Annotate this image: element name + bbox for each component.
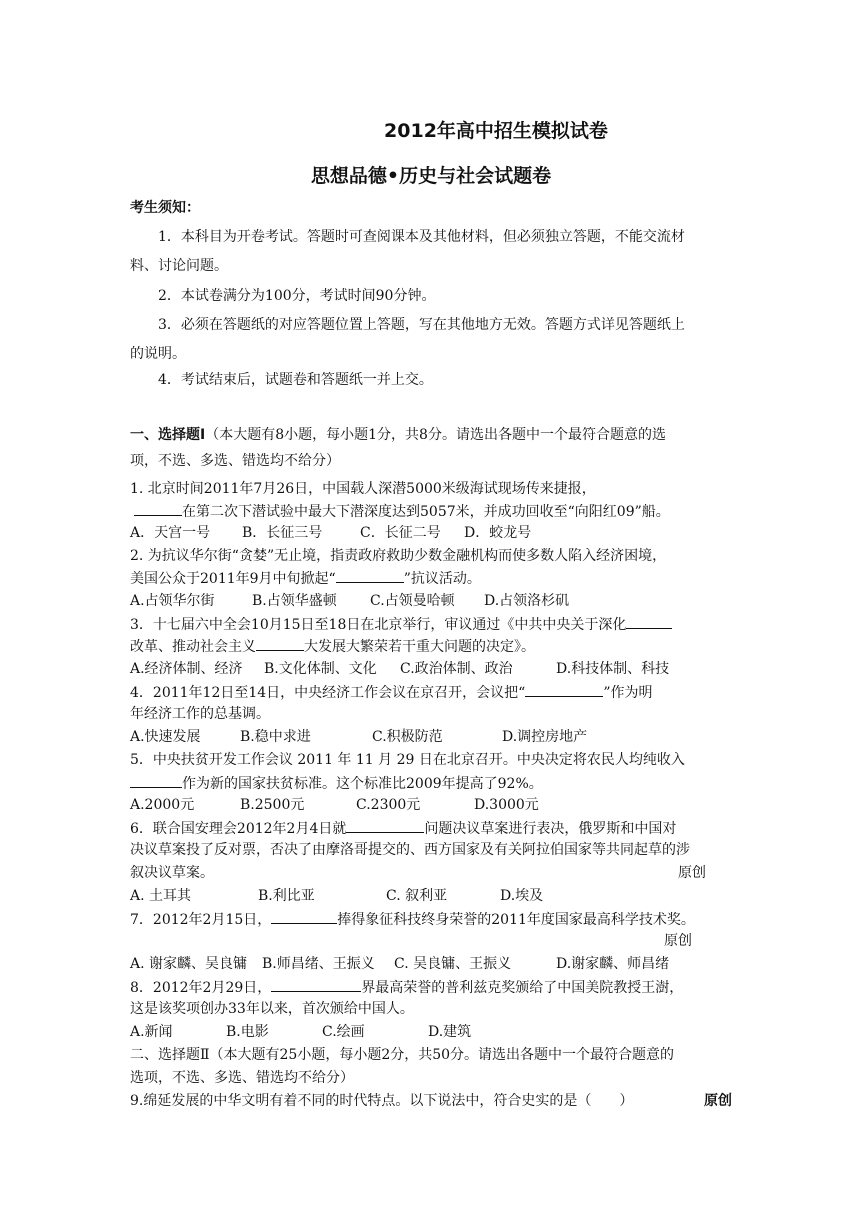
- q3-stem: [130, 614, 732, 635]
- q7-text: 7．2012年2月15日，: [130, 912, 272, 928]
- answer-blank: [271, 977, 361, 992]
- notice-item: 的说明。: [130, 346, 186, 362]
- q6-stem: [130, 818, 732, 839]
- q5-options: [130, 795, 732, 815]
- section1-desc: （本大题有8小题，每小题1分，共8分。请选出各题中一个最符合题意的选: [205, 427, 666, 443]
- q4-stem: [130, 682, 732, 703]
- option: C.绘画: [322, 1024, 365, 1040]
- q5-stem-cont: [130, 773, 732, 794]
- option: A.占领华尔街: [130, 593, 215, 609]
- original-tag: 原创: [664, 933, 692, 949]
- option: A.快速发展: [130, 729, 201, 745]
- q3-stem-cont: [130, 636, 732, 657]
- option: A.经济体制、经济: [130, 661, 243, 677]
- q9-stem: [130, 1091, 732, 1111]
- option: D.埃及: [500, 888, 544, 904]
- q5-text: 作为新的国家扶贫标准。这个标准比2009年提高了92%。: [182, 776, 543, 792]
- option: D.调控房地产: [502, 729, 588, 745]
- q7-text: 捧得象征科技终身荣誉的2011年度国家最高科学技术奖。: [337, 912, 695, 928]
- section2-desc: （本大题有25小题，每小题2分，共50分。请选出各题中一个最符合题意的: [209, 1047, 675, 1063]
- option: B.2500元: [240, 797, 305, 813]
- q3-text: 3．十七届六中全会10月15日至18日在北京举行，审议通过《中共中央关于深化: [130, 617, 627, 633]
- option: C. 叙利亚: [386, 888, 448, 904]
- option: C.积极防范: [372, 729, 443, 745]
- answer-blank: [271, 909, 337, 924]
- q6-stem-cont: 决议草案投了反对票，否决了由摩洛哥提交的、西方国家及有关阿拉伯国家等共同起草的涉: [130, 842, 690, 858]
- notice-item: 3．必须在答题纸的对应答题位置上答题，写在其他地方无效。答题方式详见答题纸上: [158, 317, 685, 333]
- q6-text: 问题决议草案进行表决，俄罗斯和中国对: [424, 821, 677, 837]
- q4-text: 4．2011年12日至14日，中央经济工作会议在京召开，会议把“: [130, 685, 526, 701]
- q4-text: ”作为明: [603, 685, 653, 701]
- section2-heading: 二、选择题Ⅱ: [130, 1047, 210, 1063]
- answer-blank: [134, 501, 182, 516]
- q6-text: 叙决议草案。: [130, 865, 214, 881]
- option: D.3000元: [474, 797, 539, 813]
- option: B.占领华盛顿: [252, 593, 337, 609]
- q4-stem-cont: 年经济工作的总基调。: [130, 706, 270, 722]
- q8-options: [130, 1022, 732, 1042]
- answer-blank: [525, 682, 603, 697]
- answer-blank: [336, 568, 404, 583]
- answer-blank: [626, 614, 672, 629]
- notice-heading: 考生须知：: [130, 200, 200, 216]
- q2-options: [130, 591, 732, 611]
- option: B．长征三号: [242, 525, 323, 541]
- option: C.占领曼哈顿: [370, 593, 455, 609]
- q8-stem: [130, 977, 732, 998]
- notice-item: 4．考试结束后，试题卷和答题纸一并上交。: [158, 372, 433, 388]
- option: B.师昌绪、王振义: [262, 956, 375, 972]
- option: A. 谢家麟、吴良镛: [130, 956, 248, 972]
- option: D.建筑: [428, 1024, 472, 1040]
- option: B.文化体制、文化: [264, 661, 377, 677]
- q1-stem-cont: [130, 501, 732, 522]
- q9-text: 9.绵延发展的中华文明有着不同的时代特点。以下说法中，符合史实的是（ ）: [130, 1093, 634, 1109]
- answer-blank: [130, 773, 182, 788]
- option: D．蛟龙号: [464, 525, 532, 541]
- notice-item: 2．本试卷满分为100分，考试时间90分钟。: [158, 288, 436, 304]
- section1-header: [130, 425, 732, 445]
- section2-desc-cont: 选项，不选、多选、错选均不给分）: [130, 1070, 354, 1086]
- q3-text: 大发展大繁荣若干重大问题的决定》。: [304, 639, 535, 655]
- q8-text: 8．2012年2月29日，: [130, 980, 272, 996]
- section1-desc-cont: 项，不选、多选、错选均不给分）: [130, 453, 340, 469]
- option: C. 吴良镛、王振义: [394, 956, 512, 972]
- q2-stem-cont: [130, 568, 732, 589]
- q4-options: [130, 727, 732, 747]
- section1-heading: 一、选择题Ⅰ: [130, 427, 206, 443]
- q1-stem: 1. 北京时间2011年7月26日，中国载人深潜5000米级海试现场传来捷报，: [130, 481, 596, 497]
- q3-options: [130, 659, 732, 679]
- q2-stem: 2. 为抗议华尔街“贪婪”无止境，指责政府救助少数金融机构而使多数人陷入经济困境，: [130, 548, 667, 564]
- q5-stem: 5．中央扶贫开发工作会议 2011 年 11 月 29 日在北京召开。中央决定将农民人均纯收入: [130, 752, 685, 768]
- q6-options: [130, 886, 732, 906]
- option: D.谢家麟、师昌绪: [556, 956, 670, 972]
- option: C．长征二号: [360, 525, 441, 541]
- original-tag: 原创: [704, 1093, 732, 1109]
- q2-text: 美国公众于2011年9月中旬掀起“: [130, 571, 336, 587]
- original-tag: 原创: [678, 865, 706, 881]
- q6-text: 6．联合国安理会2012年2月4日就: [130, 821, 347, 837]
- notice-item: 料、讨论问题。: [130, 258, 228, 274]
- q8-text: 界最高荣誉的普利兹克奖颁给了中国美院教授王澍，: [361, 980, 684, 996]
- q6-stem-end: [130, 863, 732, 883]
- option: A. 土耳其: [130, 888, 192, 904]
- q8-stem-cont: 这是该奖项创办33年以来，首次颁给中国人。: [130, 1001, 414, 1017]
- section2-header: [130, 1045, 732, 1065]
- answer-blank: [256, 636, 304, 651]
- option: D.科技体制、科技: [556, 661, 670, 677]
- option: A.新闻: [130, 1024, 173, 1040]
- exam-subtitle: 思想品德•历史与社会试题卷: [310, 165, 552, 187]
- option: C.政治体制、政治: [400, 661, 513, 677]
- option: B.利比亚: [258, 888, 315, 904]
- q7-options: [130, 954, 732, 974]
- q1-options: [130, 523, 732, 543]
- answer-blank: [346, 818, 424, 833]
- option: A.2000元: [130, 797, 195, 813]
- option: C.2300元: [356, 797, 421, 813]
- option: A．天宫一号: [130, 525, 211, 541]
- option: B.稳中求进: [240, 729, 311, 745]
- q1-text: 在第二次下潜试验中最大下潜深度达到5057米，并成功回收至“向阳红09”船。: [182, 504, 670, 520]
- notice-item: 1．本科目为开卷考试。答题时可查阅课本及其他材料，但必须独立答题，不能交流材: [158, 229, 685, 245]
- exam-title: 2012年高中招生模拟试卷: [384, 120, 608, 142]
- option: B.电影: [226, 1024, 269, 1040]
- option: D.占领洛杉矶: [484, 593, 570, 609]
- q7-stem: [130, 909, 732, 930]
- q2-text: ”抗议活动。: [403, 571, 481, 587]
- q3-text: 改革、推动社会主义: [130, 639, 256, 655]
